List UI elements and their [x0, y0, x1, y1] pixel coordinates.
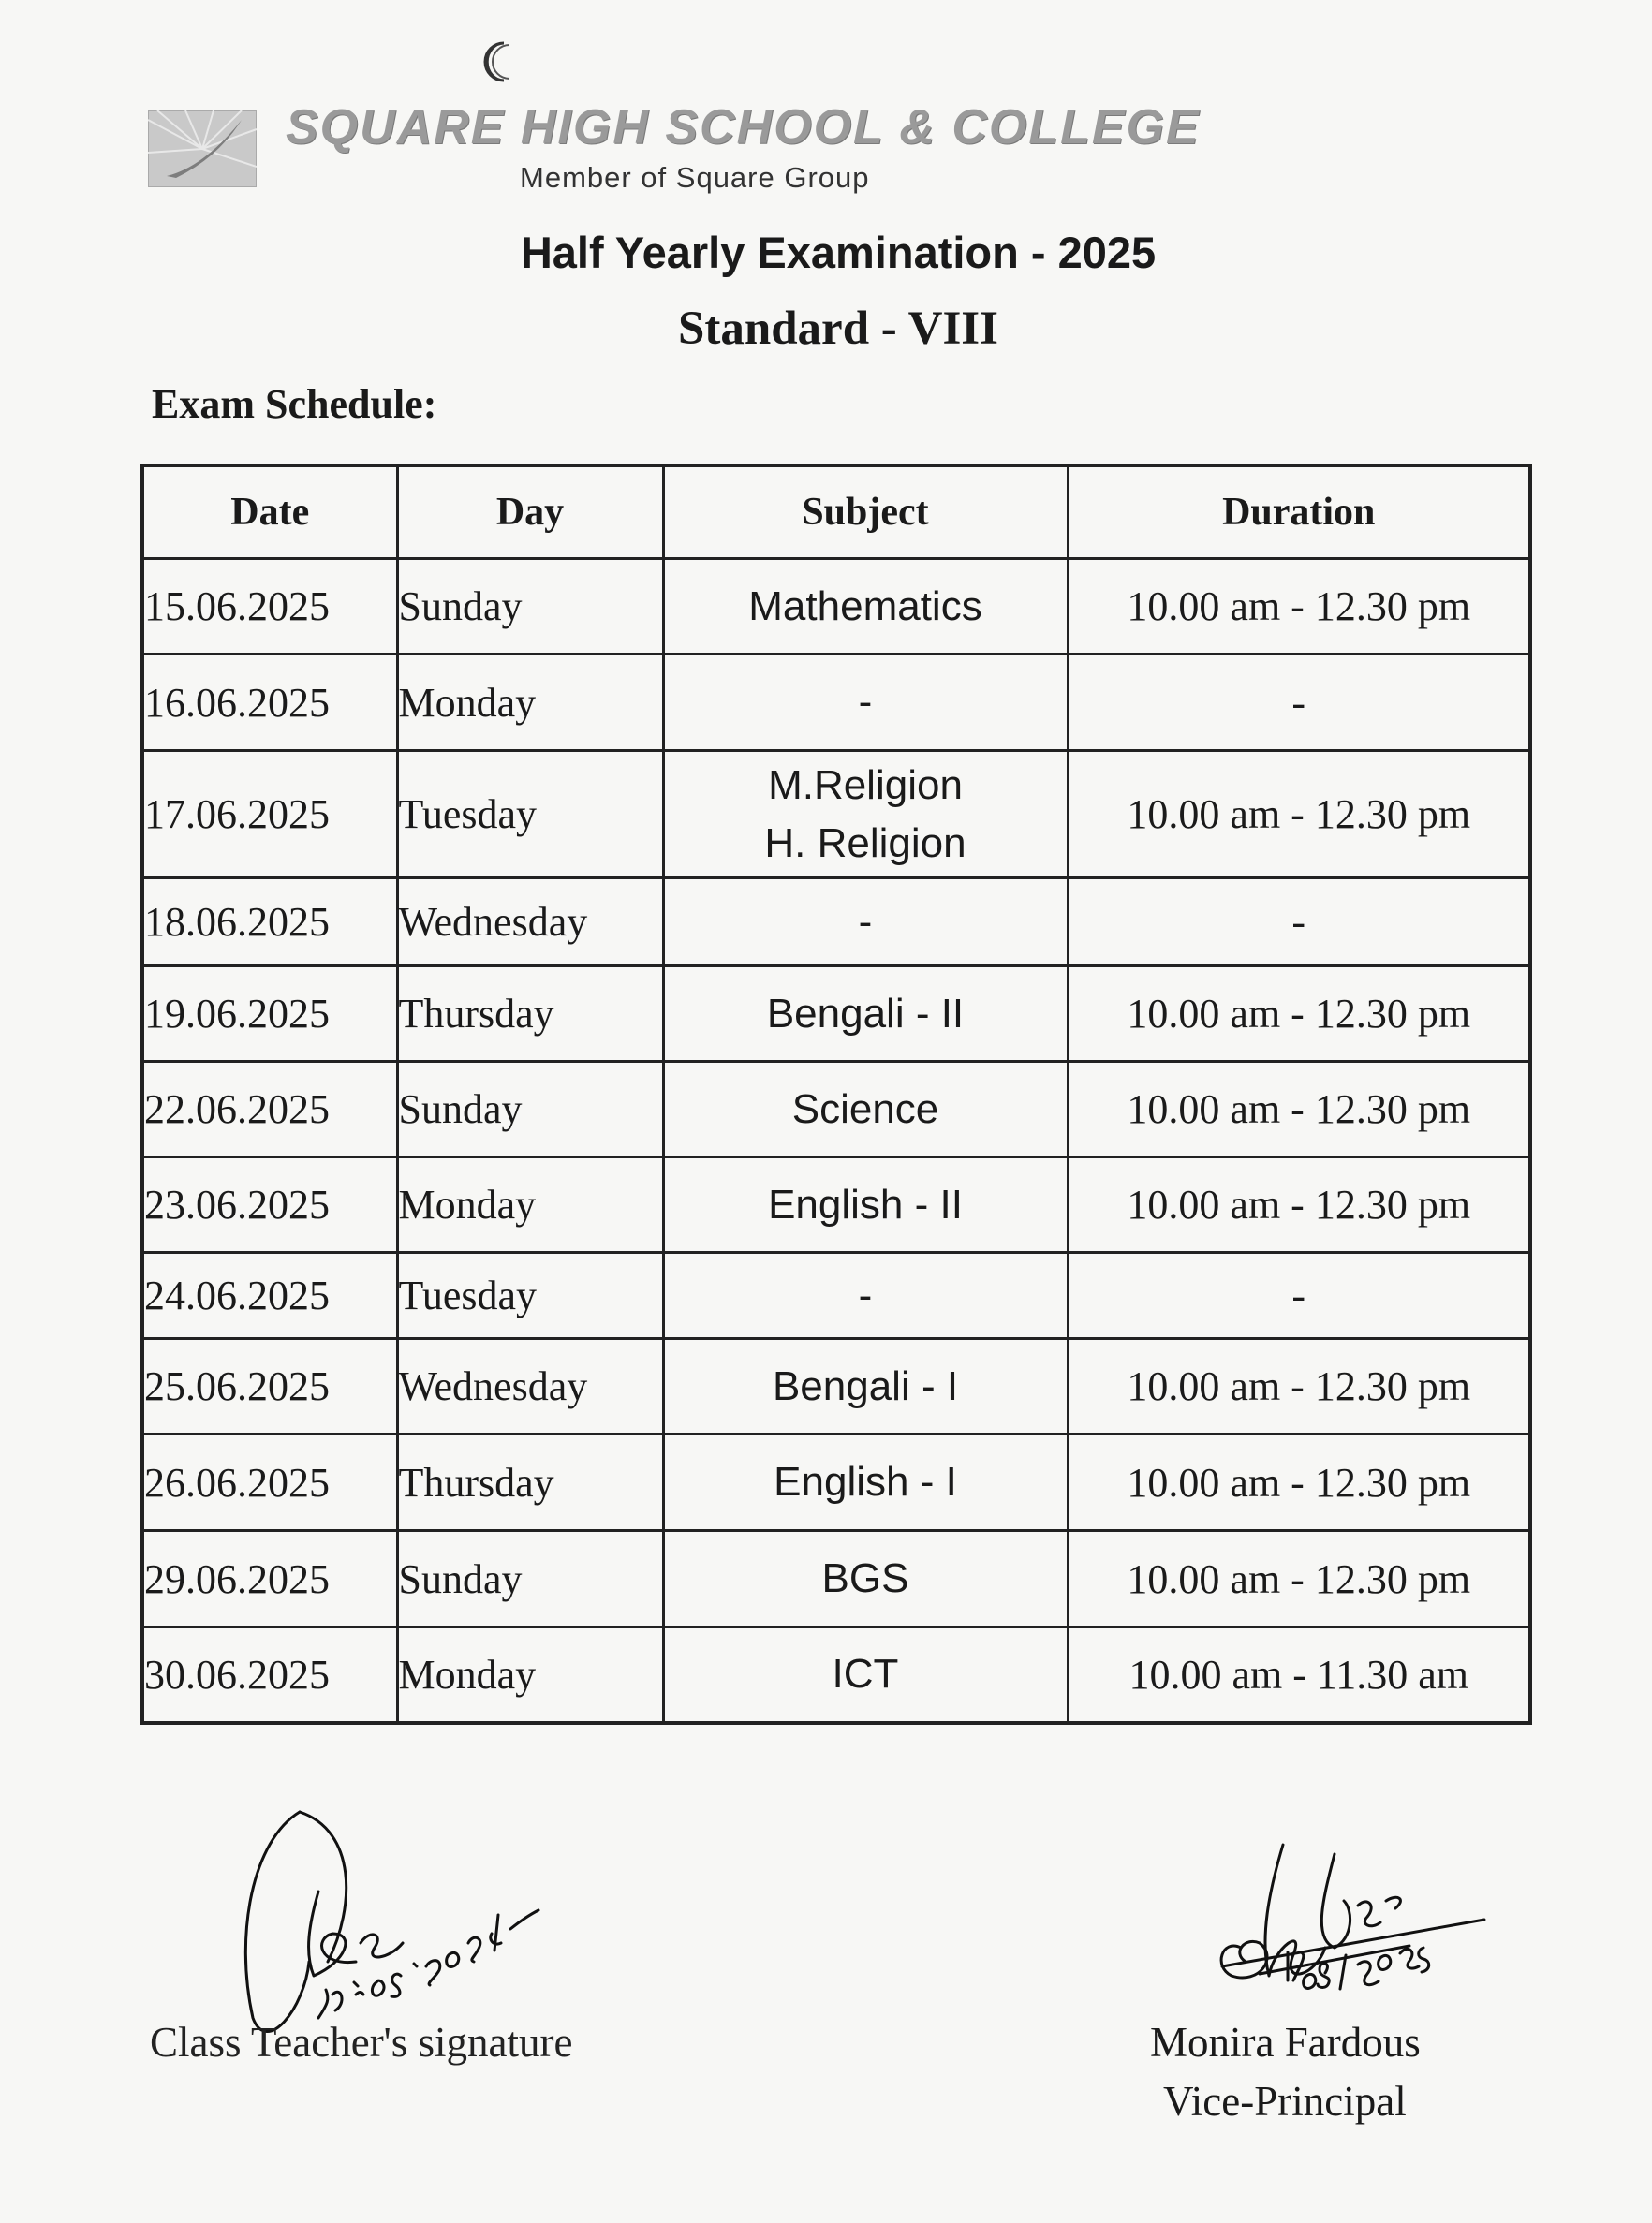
table-row [142, 1157, 1530, 1253]
subject-cell: Bengali - II [663, 966, 1068, 1062]
class-teacher-label: Class Teacher's signature [150, 2019, 573, 2066]
column-header-duration: Duration [1068, 465, 1530, 559]
date-cell: 23.06.2025 [142, 1157, 397, 1253]
vice-principal-name: Monira Fardous [1150, 2019, 1421, 2066]
duration-cell: 10.00 am - 11.30 am [1068, 1627, 1530, 1723]
table-row [142, 1531, 1530, 1627]
day-cell: Thursday [397, 966, 663, 1062]
day-cell: Monday [397, 1627, 663, 1723]
subject-cell: English - II [663, 1157, 1068, 1253]
day-cell: Wednesday [397, 1339, 663, 1435]
table-row [142, 966, 1530, 1062]
subject-cell [663, 751, 1068, 878]
duration-cell: 10.00 am - 12.30 pm [1068, 966, 1530, 1062]
date-cell: 16.06.2025 [142, 655, 397, 751]
duration-cell: - [1068, 878, 1530, 966]
duration-cell: 10.00 am - 12.30 pm [1068, 1157, 1530, 1253]
duration-cell: 10.00 am - 12.30 pm [1068, 1435, 1530, 1531]
date-cell: 15.06.2025 [142, 559, 397, 655]
table-row [142, 559, 1530, 655]
day-cell: Tuesday [397, 751, 663, 878]
date-cell: 22.06.2025 [142, 1062, 397, 1157]
school-name: SQUARE HIGH SCHOOL & COLLEGE [286, 100, 1201, 155]
duration-cell: 10.00 am - 12.30 pm [1068, 751, 1530, 878]
duration-cell: - [1068, 1253, 1530, 1339]
vice-principal-title: Vice-Principal [1163, 2078, 1407, 2125]
standard-title: Standard - VIII [677, 302, 998, 355]
exam-title: Half Yearly Examination - 2025 [520, 228, 1157, 277]
crescent-icon [476, 39, 521, 84]
duration-cell: 10.00 am - 12.30 pm [1068, 1339, 1530, 1435]
day-cell: Thursday [397, 1435, 663, 1531]
date-cell: 30.06.2025 [142, 1627, 397, 1723]
date-cell: 18.06.2025 [142, 878, 397, 966]
day-cell: Monday [397, 655, 663, 751]
subject-line: H. Religion [764, 819, 966, 866]
date-cell: 29.06.2025 [142, 1531, 397, 1627]
column-header-day: Day [397, 465, 663, 559]
duration-cell: 10.00 am - 12.30 pm [1068, 1062, 1530, 1157]
vice-principal-signature [1203, 1835, 1522, 2023]
day-cell: Sunday [397, 559, 663, 655]
table-row [142, 751, 1530, 878]
exam-schedule-table [140, 464, 1532, 1725]
duration-cell: 10.00 am - 12.30 pm [1068, 1531, 1530, 1627]
day-cell: Sunday [397, 1062, 663, 1157]
column-header-subject: Subject [663, 465, 1068, 559]
subject-cell: BGS [663, 1531, 1068, 1627]
day-cell: Monday [397, 1157, 663, 1253]
day-cell: Sunday [397, 1531, 663, 1627]
table-row [142, 655, 1530, 751]
subject-cell: Bengali - I [663, 1339, 1068, 1435]
schedule-label: Exam Schedule: [152, 381, 437, 427]
school-logo-icon [148, 110, 257, 187]
table-row [142, 1339, 1530, 1435]
date-cell: 25.06.2025 [142, 1339, 397, 1435]
table-row [142, 1435, 1530, 1531]
subject-line: M.Religion [768, 761, 963, 808]
subject-cell: Mathematics [663, 559, 1068, 655]
duration-cell: - [1068, 655, 1530, 751]
date-cell: 19.06.2025 [142, 966, 397, 1062]
date-cell: 17.06.2025 [142, 751, 397, 878]
date-cell: 26.06.2025 [142, 1435, 397, 1531]
table-header-row [142, 465, 1530, 559]
subject-cell: - [663, 655, 1068, 751]
duration-cell: 10.00 am - 12.30 pm [1068, 559, 1530, 655]
subject-cell: - [663, 878, 1068, 966]
date-cell: 24.06.2025 [142, 1253, 397, 1339]
column-header-date: Date [142, 465, 397, 559]
subject-cell: English - I [663, 1435, 1068, 1531]
table-row [142, 1062, 1530, 1157]
day-cell: Wednesday [397, 878, 663, 966]
subject-cell: - [663, 1253, 1068, 1339]
day-cell: Tuesday [397, 1253, 663, 1339]
table-row [142, 1253, 1530, 1339]
table-row [142, 878, 1530, 966]
subject-cell: ICT [663, 1627, 1068, 1723]
member-line: Member of Square Group [520, 161, 870, 194]
subject-cell: Science [663, 1062, 1068, 1157]
table-row [142, 1627, 1530, 1723]
